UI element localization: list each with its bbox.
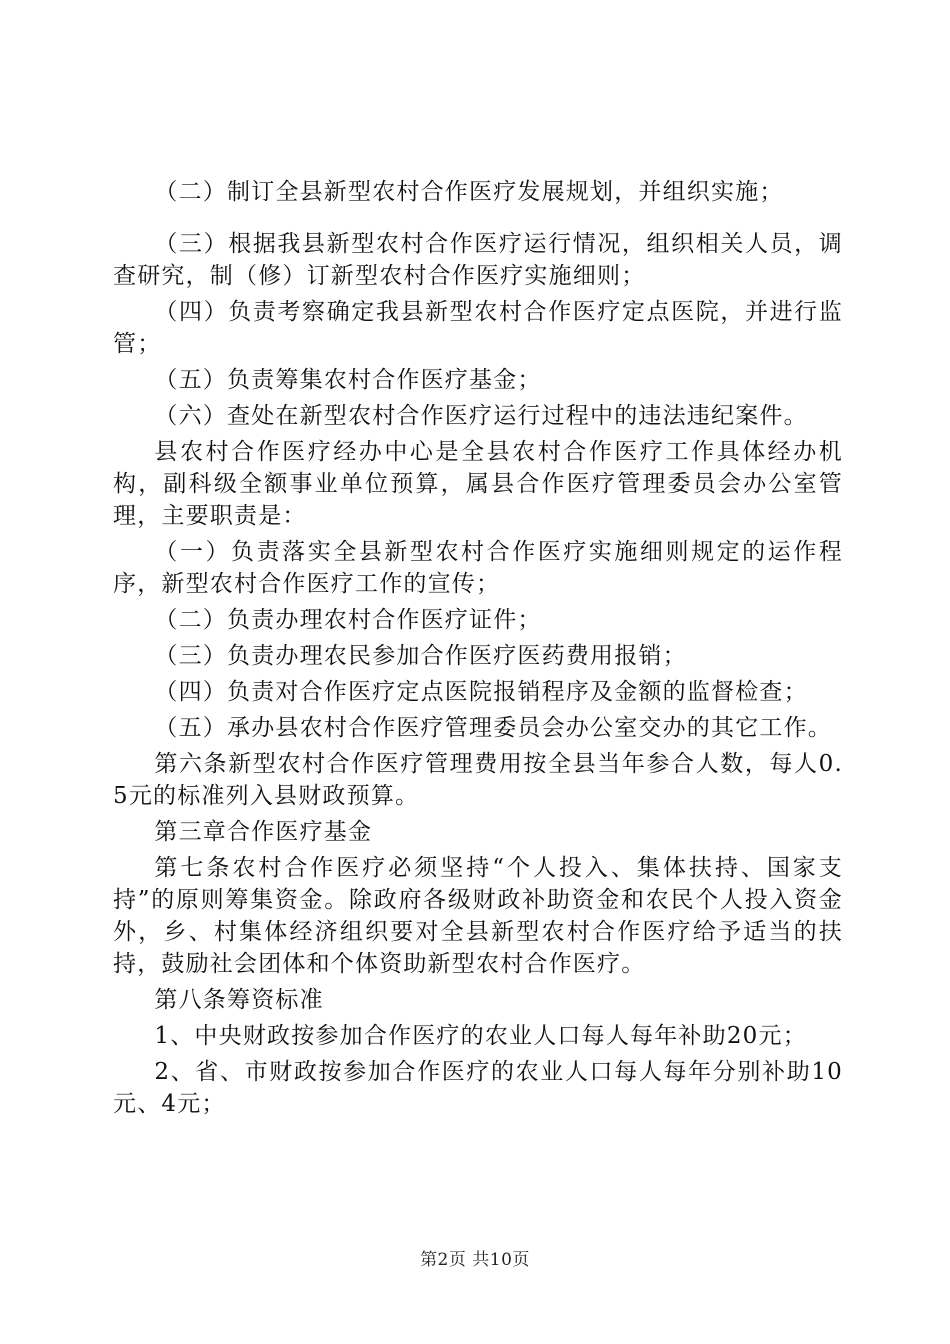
paragraph-duty-1: （一）负责落实全县新型农村合作医疗实施细则规定的运作程序，新型农村合作医疗工作的宣传； bbox=[113, 539, 843, 597]
paragraph-item-4: （四）负责考察确定我县新型农村合作医疗定点医院，并进行监管； bbox=[113, 299, 843, 357]
paragraph-item-3: （三）根据我县新型农村合作医疗运行情况，组织相关人员，调查研究，制（修）订新型农村合作医疗实施细则； bbox=[113, 231, 843, 289]
chapter-3-heading: 第三章合作医疗基金 bbox=[154, 819, 373, 845]
page-number-footer: 第2页 共10页 bbox=[420, 1250, 530, 1270]
paragraph-article-6: 第六条新型农村合作医疗管理费用按全县当年参合人数，每人0.5元的标准列入县财政预算。 bbox=[113, 751, 843, 809]
paragraph-article-7: 第七条农村合作医疗必须坚持“个人投入、集体扶持、国家支持”的原则筹集资金。除政府各级财政补助资金和农民个人投入资金外，乡、村集体经济组织要对全县新型农村合作医疗给予适当的扶持，鼓励社会团体和个体资助新型农村合作医疗。 bbox=[113, 855, 843, 977]
paragraph-center-intro: 县农村合作医疗经办中心是全县农村合作医疗工作具体经办机构，副科级全额事业单位预算，属县合作医疗管理委员会办公室管理，主要职责是： bbox=[113, 439, 843, 529]
paragraph-funding-2: 2、省、市财政按参加合作医疗的农业人口每人每年分别补助10元、4元； bbox=[113, 1059, 843, 1117]
paragraph-funding-1: 1、中央财政按参加合作医疗的农业人口每人每年补助20元； bbox=[154, 1023, 807, 1049]
paragraph-item-5: （五）负责筹集农村合作医疗基金； bbox=[154, 367, 542, 393]
paragraph-duty-3: （三）负责办理农民参加合作医疗医药费用报销； bbox=[154, 643, 687, 669]
paragraph-item-2: （二）制订全县新型农村合作医疗发展规划，并组织实施； bbox=[154, 179, 784, 205]
paragraph-article-8: 第八条筹资标准 bbox=[154, 987, 324, 1013]
paragraph-duty-2: （二）负责办理农村合作医疗证件； bbox=[154, 607, 542, 633]
paragraph-item-6: （六）查处在新型农村合作医疗运行过程中的违法违纪案件。 bbox=[154, 403, 808, 429]
document-body bbox=[113, 176, 843, 1120]
paragraph-duty-5: （五）承办县农村合作医疗管理委员会办公室交办的其它工作。 bbox=[154, 715, 832, 741]
paragraph-duty-4: （四）负责对合作医疗定点医院报销程序及金额的监督检查； bbox=[154, 679, 808, 705]
